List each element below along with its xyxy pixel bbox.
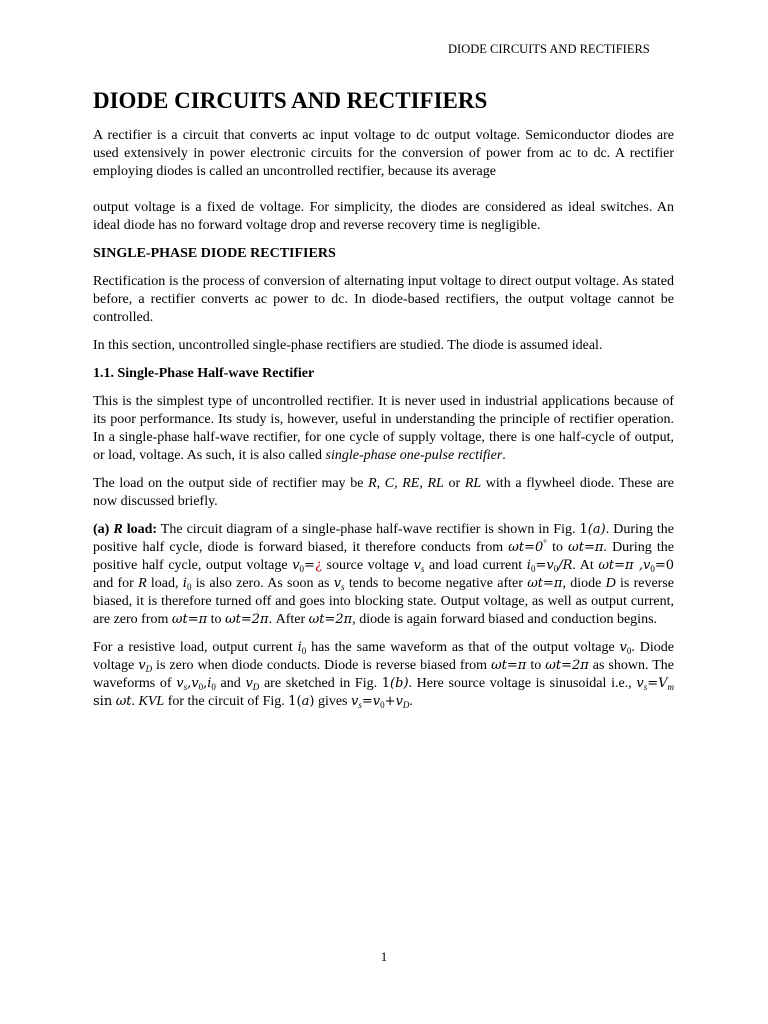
r-load-paragraph bbox=[93, 521, 674, 629]
text-run: and bbox=[215, 676, 246, 691]
math-run: ωt=π bbox=[527, 576, 563, 591]
math-run: 0 bbox=[198, 682, 204, 692]
math-run: /R bbox=[558, 558, 573, 573]
intro-paragraph-1: A rectifier is a circuit that converts ac input voltage to dc output voltage. Semiconductor diodes are used extensively in power electronic circuits for the conversion of power from ac to dc. A rectifier employing diodes is called an uncontrolled rectifier, because its average bbox=[93, 128, 674, 179]
math-run: 0 bbox=[553, 564, 559, 574]
math-run: ωt=2π bbox=[308, 612, 353, 627]
math-run: (b) bbox=[390, 676, 409, 691]
italic-term: R, C, RE, RL bbox=[368, 476, 444, 491]
section-paragraph-1: Rectification is the process of conversion of alternating input voltage to direct output voltage. As stated before, a rectifier converts ac power to dc. In diode-based rectifiers, the output voltage cannot be controlled. bbox=[93, 274, 674, 325]
text-run: to bbox=[207, 612, 226, 627]
math-run: i bbox=[297, 640, 302, 655]
math-run: s bbox=[183, 682, 188, 692]
math-run: 0 bbox=[301, 646, 307, 656]
math-run: a bbox=[301, 694, 310, 709]
math-run: ωt=π bbox=[568, 540, 604, 555]
math-run: i bbox=[526, 558, 531, 573]
section-heading: SINGLE-PHASE DIODE RECTIFIERS bbox=[93, 246, 336, 261]
load-types-paragraph bbox=[93, 475, 674, 511]
italic-term: RL bbox=[464, 476, 482, 491]
page-number: 1 bbox=[380, 949, 388, 964]
math-run: 0 bbox=[186, 582, 192, 592]
bold-label: load: bbox=[122, 522, 158, 537]
text-run: . During the positive half cycle, diode is forward biased, it therefore conducts from bbox=[93, 522, 674, 555]
math-run: (a) bbox=[587, 522, 606, 537]
math-run: v bbox=[333, 576, 342, 591]
math-run: , bbox=[187, 676, 192, 691]
math-run: 0 bbox=[530, 564, 536, 574]
math-run: v bbox=[395, 694, 403, 709]
math-run: 1 bbox=[381, 676, 391, 691]
math-run: ( bbox=[296, 694, 302, 709]
text-run: . After bbox=[268, 612, 309, 627]
text-run: source voltage bbox=[321, 558, 414, 573]
text-run: to bbox=[526, 658, 546, 673]
text-run: . bbox=[131, 694, 139, 709]
math-run: ωt=0 bbox=[508, 540, 544, 555]
italic-term: single-phase one-pulse rectifier bbox=[325, 448, 503, 463]
math-run: 0 bbox=[380, 700, 385, 710]
bold-label: (a) bbox=[93, 522, 114, 537]
math-run: 0 bbox=[299, 564, 305, 574]
text-run: , diode bbox=[562, 576, 606, 591]
text-run: . Diode voltage bbox=[93, 640, 674, 673]
math-run: ) bbox=[309, 694, 315, 709]
math-run: v bbox=[619, 640, 627, 655]
math-run: v bbox=[413, 558, 421, 573]
math-run: ωt=π bbox=[491, 658, 527, 673]
text-run: is reverse biased, it is therefore turned off and goes into blocking state. Output voltage, as well as output current, are zero from bbox=[93, 576, 674, 627]
math-run: , bbox=[203, 676, 208, 691]
text-run: is also zero. As soon as bbox=[191, 576, 334, 591]
math-run: sin bbox=[93, 694, 113, 709]
text-run: is zero when diode conducts. Diode is reverse biased from bbox=[152, 658, 492, 673]
text-run: This is the simplest type of uncontrolled rectifier. It is never used in industrial applications because of its poor performance. Its study is, however, useful in understanding the principle of rectifier operation. In a single-phase half-wave rectifier, for one cycle of supply voltage, there is one half-cycle of output, or load, voltage. As such, it is also called bbox=[93, 394, 674, 463]
text-run: with a flywheel diode. These are now discussed briefly. bbox=[93, 476, 674, 509]
math-run: + bbox=[384, 694, 396, 709]
text-run: load, bbox=[146, 576, 183, 591]
math-run: v bbox=[636, 676, 644, 691]
text-run: . During the positive half cycle, output voltage bbox=[93, 540, 675, 573]
math-run: =v bbox=[535, 558, 554, 573]
text-run: as shown. The waveforms of bbox=[93, 658, 674, 691]
text-run: gives bbox=[314, 694, 352, 709]
math-run: 0 bbox=[650, 564, 655, 574]
math-run: D bbox=[605, 576, 616, 591]
math-run: = bbox=[304, 558, 315, 573]
text-run: The circuit diagram of a single-phase half-wave rectifier is shown in Fig. bbox=[157, 522, 580, 537]
math-run: =0 bbox=[654, 558, 674, 573]
text-run: tends to become negative after bbox=[344, 576, 528, 591]
text-run: for the circuit of Fig. bbox=[164, 694, 289, 709]
text-run: , diode is again forward biased and conduction begins. bbox=[352, 612, 658, 627]
text-run: The load on the output side of rectifier may be bbox=[93, 476, 369, 491]
math-run: s bbox=[358, 700, 362, 710]
math-run: v bbox=[176, 676, 184, 691]
subsection-heading: 1.1. Single-Phase Half-wave Rectifier bbox=[93, 366, 315, 381]
running-header: DIODE CIRCUITS AND RECTIFIERS bbox=[448, 42, 650, 56]
math-run: 0 bbox=[211, 682, 216, 692]
math-run: 1 bbox=[288, 694, 297, 709]
intro-paragraph-2: output voltage is a fixed de voltage. For simplicity, the diodes are considered as ideal switches. An ideal diode has no forward voltage drop and reverse recovery time is negligible. bbox=[93, 200, 674, 233]
math-run: D bbox=[145, 664, 153, 674]
text-run: and load current bbox=[424, 558, 527, 573]
math-run: v bbox=[138, 658, 146, 673]
math-run: R bbox=[138, 576, 147, 591]
math-run: D bbox=[402, 700, 410, 710]
text-run: to bbox=[546, 540, 569, 555]
math-run: ° bbox=[543, 538, 547, 548]
math-run: D bbox=[252, 682, 260, 692]
math-run: ωt=π ,v bbox=[598, 558, 651, 573]
text-run: . Here source voltage is sinusoidal i.e., bbox=[408, 676, 637, 691]
math-run: s bbox=[643, 682, 648, 692]
page-title: DIODE CIRCUITS AND RECTIFIERS bbox=[93, 88, 488, 113]
math-run: 0 bbox=[626, 646, 632, 656]
math-run: v bbox=[372, 694, 381, 709]
bold-label: R bbox=[113, 522, 123, 537]
text-run: has the same waveform as that of the output voltage bbox=[306, 640, 620, 655]
math-run: ωt=π bbox=[171, 612, 208, 627]
math-run: s bbox=[420, 564, 425, 574]
math-run: i bbox=[182, 576, 187, 591]
resistive-load-paragraph bbox=[93, 639, 674, 711]
math-run: v bbox=[292, 558, 300, 573]
math-run: s bbox=[341, 582, 345, 592]
math-run: V bbox=[658, 676, 668, 691]
math-run: v bbox=[191, 676, 199, 691]
section-paragraph-2: In this section, uncontrolled single-phase rectifiers are studied. The diode is assumed ideal. bbox=[93, 338, 603, 353]
page-content bbox=[93, 86, 674, 721]
math-run: = bbox=[361, 694, 373, 709]
text-run: and for bbox=[93, 576, 139, 591]
text-run: or bbox=[443, 476, 465, 491]
math-run: v bbox=[351, 694, 359, 709]
math-run: v bbox=[245, 676, 253, 691]
math-run: = bbox=[647, 676, 659, 691]
text-run: are sketched in Fig. bbox=[259, 676, 382, 691]
text-run: . bbox=[409, 694, 413, 709]
math-run: ωt=2π bbox=[545, 658, 589, 673]
text-run: . bbox=[502, 448, 506, 463]
math-run: m bbox=[667, 682, 675, 692]
math-run: ωt=2π bbox=[225, 612, 269, 627]
text-run: For a resistive load, output current bbox=[93, 640, 298, 655]
half-wave-paragraph bbox=[93, 393, 674, 465]
math-run: i bbox=[207, 676, 212, 691]
italic-term: KVL bbox=[138, 694, 165, 709]
text-run: . At bbox=[572, 558, 599, 573]
math-run: ¿ bbox=[314, 558, 322, 573]
math-run: ωt bbox=[115, 694, 132, 709]
math-run: 1 bbox=[579, 522, 588, 537]
